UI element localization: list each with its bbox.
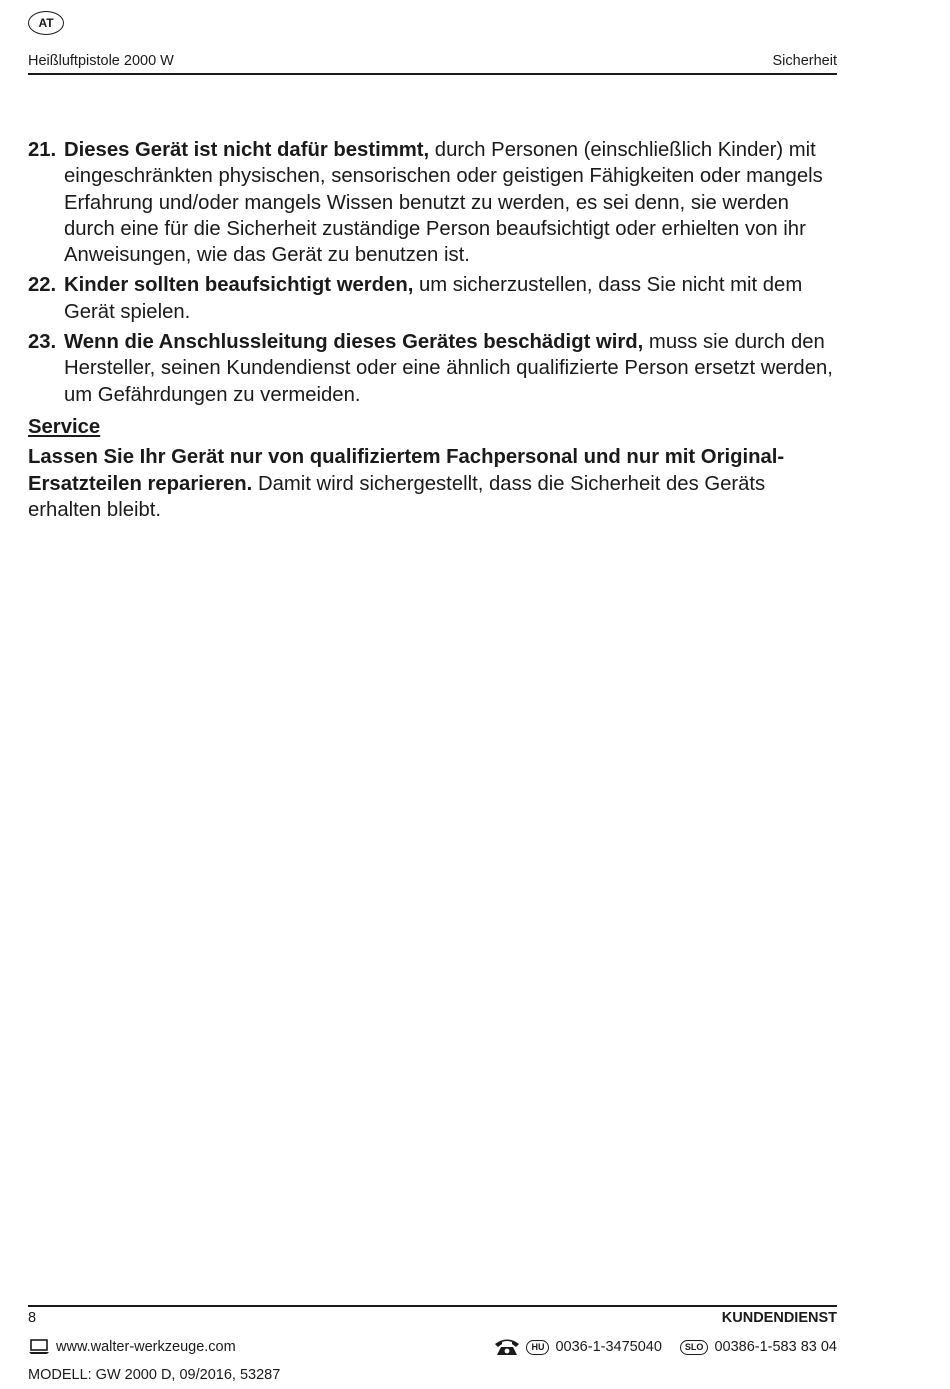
safety-item [28,137,840,268]
service-text: Damit wird sichergestellt, dass die Sicherheit des Geräts erhalten bleibt. [28,472,766,521]
phone-hu[interactable]: 0036-1-3475040 [555,1339,662,1355]
item-text: um sicherzustellen, dass Sie nicht mit dem Gerät spielen. [64,274,803,323]
model-info: MODELL: GW 2000 D, 09/2016, 53287 [28,1367,281,1383]
slo-badge: SLO [680,1340,709,1355]
laptop-icon [28,1339,50,1355]
item-text: durch Personen (einschließlich Kinder) mit eingeschränkten physischen, sensorischen oder geistigen Fähigkeiten oder mangels Erfahrung und/oder mangels Wissen benutzt zu werden, es sei denn, sie werden durch eine für die Sicherheit zuständige Person beaufsichtigt oder erhielten von ihr Anweisungen, wie das Gerät zu benutzen ist. [64,139,823,267]
safety-item [28,272,840,325]
footer-divider [28,1305,837,1307]
item-lead: Dieses Gerät ist nicht dafür bestimmt, [64,139,430,161]
item-lead: Wenn die Anschlussleitung dieses Gerätes beschädigt wird, [64,331,644,354]
page-number: 8 [28,1310,37,1326]
service-paragraph [28,444,840,523]
main-content [28,137,840,523]
item-text: muss sie durch den Hersteller, seinen Kundendienst oder eine ähnlich qualifizierte Person ersetzt werden, um Gefährdungen zu vermeiden. [64,331,833,406]
hu-badge: HU [526,1340,549,1355]
website-row [28,1338,236,1356]
website-link[interactable]: www.walter-werkzeuge.com [56,1339,236,1355]
item-number: 21. [28,139,57,161]
telephone-icon [494,1338,520,1356]
service-heading: Service [28,415,101,438]
safety-item [28,329,840,408]
item-number: 23. [28,331,57,354]
product-title: Heißluftpistole 2000 W [28,53,174,69]
country-badge: AT [28,11,64,35]
section-title: Sicherheit [772,53,837,69]
phone-row [494,1338,837,1356]
item-lead: Kinder sollten beaufsichtigt werden, [64,274,414,297]
item-number: 22. [28,274,57,297]
service-lead: Lassen Sie Ihr Gerät nur von qualifiziertem Fachpersonal und nur mit Original-Ersatzteilen reparieren. [28,446,785,495]
header-divider [28,73,837,75]
service-label: KUNDENDIENST [721,1310,837,1326]
phone-slo[interactable]: 00386-1-583 83 04 [714,1339,837,1355]
